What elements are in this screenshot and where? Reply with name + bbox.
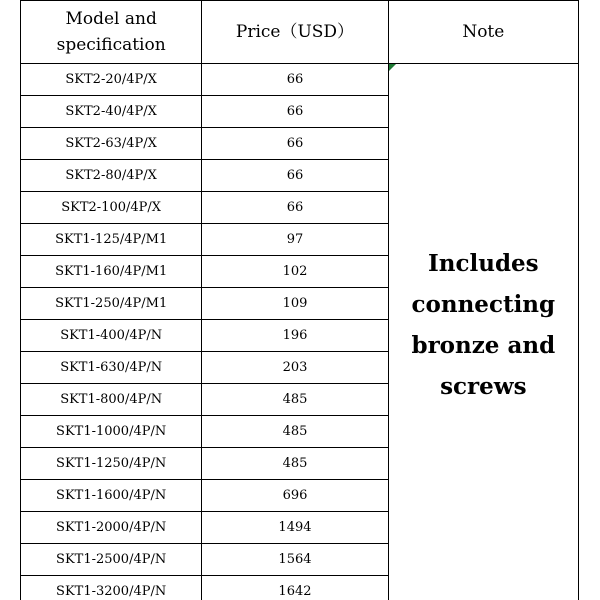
price-cell: 66 (202, 160, 388, 192)
price-cell: 66 (202, 192, 388, 224)
model-cell: SKT1-2000/4P/N (21, 512, 202, 544)
note-text: Includes connecting bronze and screws (411, 249, 556, 400)
price-cell: 97 (202, 224, 388, 256)
price-cell: 66 (202, 128, 388, 160)
price-cell: 66 (202, 96, 388, 128)
price-cell: 203 (202, 352, 388, 384)
price-cell: 485 (202, 448, 388, 480)
model-cell: SKT2-20/4P/X (21, 64, 202, 96)
model-cell: SKT1-3200/4P/N (21, 576, 202, 600)
model-cell: SKT2-100/4P/X (21, 192, 202, 224)
price-cell: 196 (202, 320, 388, 352)
price-cell: 1494 (202, 512, 388, 544)
model-cell: SKT2-63/4P/X (21, 128, 202, 160)
price-cell: 696 (202, 480, 388, 512)
model-cell: SKT1-400/4P/N (21, 320, 202, 352)
model-cell: SKT2-80/4P/X (21, 160, 202, 192)
header-model-label: Model and specification (56, 9, 166, 55)
header-row (21, 1, 579, 64)
model-cell: SKT1-1000/4P/N (21, 416, 202, 448)
header-note: Note (388, 1, 578, 64)
price-cell: 485 (202, 384, 388, 416)
table-row (21, 64, 579, 96)
corner-mark-icon (389, 64, 396, 71)
price-table (20, 0, 579, 600)
header-model (21, 1, 202, 64)
model-cell: SKT1-1250/4P/N (21, 448, 202, 480)
price-cell: 1564 (202, 544, 388, 576)
model-cell: SKT2-40/4P/X (21, 96, 202, 128)
price-cell: 102 (202, 256, 388, 288)
model-cell: SKT1-800/4P/N (21, 384, 202, 416)
model-cell: SKT1-2500/4P/N (21, 544, 202, 576)
model-cell: SKT1-250/4P/M1 (21, 288, 202, 320)
price-cell: 485 (202, 416, 388, 448)
price-cell: 109 (202, 288, 388, 320)
note-cell (388, 64, 578, 600)
model-cell: SKT1-125/4P/M1 (21, 224, 202, 256)
model-cell: SKT1-160/4P/M1 (21, 256, 202, 288)
header-price: Price（USD） (202, 1, 388, 64)
model-cell: SKT1-1600/4P/N (21, 480, 202, 512)
model-cell: SKT1-630/4P/N (21, 352, 202, 384)
price-cell: 66 (202, 64, 388, 96)
price-cell: 1642 (202, 576, 388, 600)
table-body (21, 64, 579, 600)
